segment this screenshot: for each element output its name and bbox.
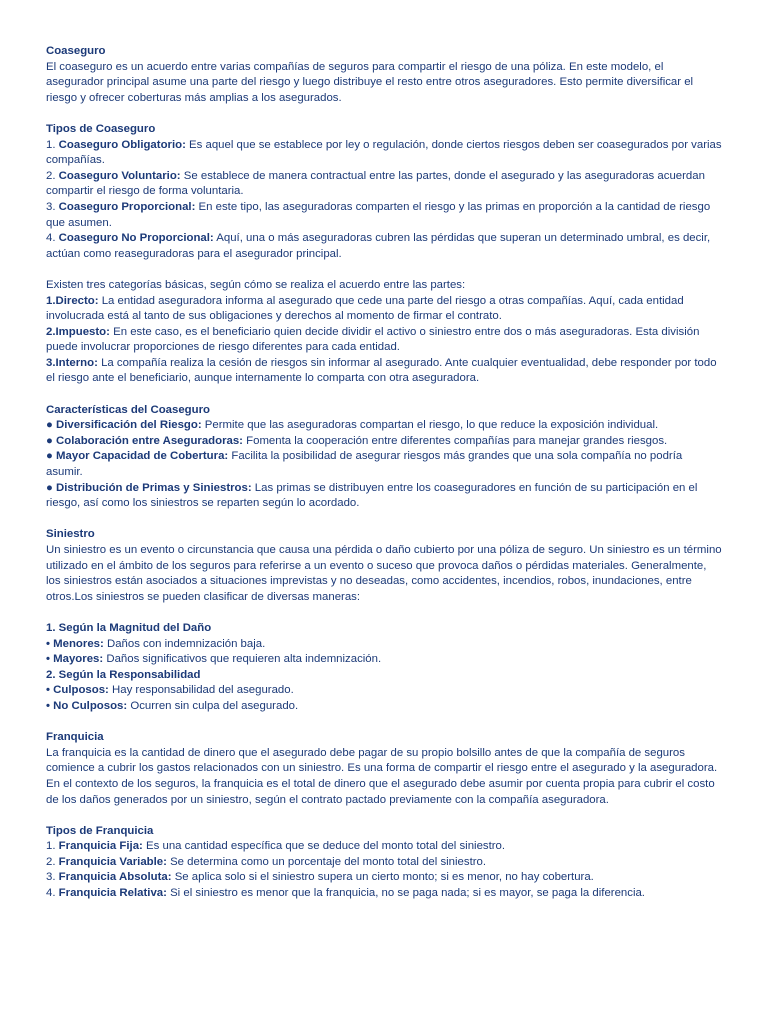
list-item: 3. Coaseguro Proporcional: En este tipo, las aseguradoras comparten el riesgo y las primas en proporción a la cantidad de riesgo que asumen.	[46, 200, 711, 229]
list-item: 4. Coaseguro No Proporcional: Aquí, una o más aseguradoras cubren las pérdidas que superan un determinado umbral, es decir, actúan como reaseguradoras para el asegurador principal.	[46, 232, 711, 260]
list-item: 4. Franquicia Relativa: Si el siniestro es menor que la franquicia, no se paga nada; si es mayor, se paga la diferencia.	[46, 887, 645, 900]
list-item: 3. Franquicia Absoluta: Se aplica solo si el siniestro supera un cierto monto; si es menor, no hay cobertura.	[46, 871, 594, 884]
heading-tipos-franquicia: Tipos de Franquicia	[46, 824, 154, 837]
heading-tipos-coaseguro: Tipos de Coaseguro	[46, 122, 156, 135]
list-item: • No Culposos: Ocurren sin culpa del asegurado.	[46, 699, 299, 712]
list-item: 1. Franquicia Fija: Es una cantidad específica que se deduce del monto total del siniestro.	[46, 840, 506, 853]
heading-caracteristicas: Características del Coaseguro	[46, 403, 210, 416]
list-item: 3.Interno: La compañía realiza la cesión de riesgos sin informar al asegurado. Ante cualquier eventualidad, debe responder por todo el riesgo ante el beneficiario, aunque internamente lo comparta con otra aseguradora.	[46, 356, 717, 385]
list-item: 1. Coaseguro Obligatorio: Es aquel que se establece por ley o regulación, donde ciertos riesgos deben ser coasegurados por varias compañías.	[46, 138, 722, 167]
list-item: 1.Directo: La entidad aseguradora informa al asegurado que cede una parte del riesgo a otras compañías. Aquí, cada entidad involucrada está al tanto de sus obligaciones y derechos al momento de firmar el contrato.	[46, 294, 684, 323]
list-item: 2. Franquicia Variable: Se determina como un porcentaje del monto total del siniestro.	[46, 855, 487, 868]
heading-franquicia: Franquicia	[46, 731, 104, 744]
list-item: • Menores: Daños con indemnización baja.	[46, 637, 266, 650]
document-body	[46, 44, 722, 902]
paragraph-siniestro: Un siniestro es un evento o circunstancia que causa una pérdida o daño cubierto por una póliza de seguro. Un siniestro es un término utilizado en el ámbito de los seguros para referirse a un evento o suceso que provoca daños o pérdidas materiales. Generalmente, los siniestros están asociados a situaciones imprevistas y no deseadas, como accidentes, incendios, robos, inundaciones, entre otros.Los siniestros se pueden clasificar de diversas maneras:	[46, 544, 722, 603]
list-item: • Culposos: Hay responsabilidad del asegurado.	[46, 684, 294, 697]
list-item: ● Distribución de Primas y Siniestros: Las primas se distribuyen entre los coaseguradores en función de su participación en el riesgo, así como los siniestros se reparten según lo acordado.	[46, 481, 698, 510]
heading-magnitud: 1. Según la Magnitud del Daño	[46, 621, 212, 634]
heading-responsabilidad: 2. Según la Responsabilidad	[46, 668, 201, 681]
paragraph-coaseguro: El coaseguro es un acuerdo entre varias compañías de seguros para compartir el riesgo de una póliza. En este modelo, el asegurador principal asume una parte del riesgo y luego distribuye el resto entre otros aseguradores. Esto permite diversificar el riesgo y ofrecer coberturas más amplias a los asegurados.	[46, 60, 694, 104]
list-item: 2.Impuesto: En este caso, es el beneficiario quien decide dividir el activo o siniestro entre dos o más aseguradoras. Esta división puede involucrar proporciones de riesgo diferentes para cada entidad.	[46, 325, 700, 354]
paragraph-franquicia: La franquicia es la cantidad de dinero que el asegurado debe pagar de su propio bolsillo antes de que la compañía de seguros comience a cubrir los gastos relacionados con un siniestro. Es una forma de compartir el riesgo entre el asegurado y la aseguradora. En el contexto de los seguros, la franquicia es el total de dinero que el asegurado debe asumir por cuenta propia para cubrir el costo de los daños generados por un siniestro, según el contrato pactado previamente con la compañía aseguradora.	[46, 746, 718, 806]
heading-coaseguro: Coaseguro	[46, 45, 106, 57]
paragraph-categorias-intro: Existen tres categorías básicas, según cómo se realiza el acuerdo entre las partes:	[46, 278, 466, 291]
list-item: • Mayores: Daños significativos que requieren alta indemnización.	[46, 653, 382, 666]
list-item: ● Diversificación del Riesgo: Permite que las aseguradoras compartan el riesgo, lo que reduce la exposición individual.	[46, 419, 659, 432]
list-item: ● Mayor Capacidad de Cobertura: Facilita la posibilidad de asegurar riesgos más grandes que una sola compañía no podría asumir.	[46, 450, 683, 479]
heading-siniestro: Siniestro	[46, 528, 95, 541]
list-item: 2. Coaseguro Voluntario: Se establece de manera contractual entre las partes, donde el asegurado y las aseguradoras acuerdan compartir el riesgo de forma voluntaria.	[46, 169, 705, 198]
list-item: ● Colaboración entre Aseguradoras: Fomenta la cooperación entre diferentes compañías para manejar grandes riesgos.	[46, 434, 668, 447]
